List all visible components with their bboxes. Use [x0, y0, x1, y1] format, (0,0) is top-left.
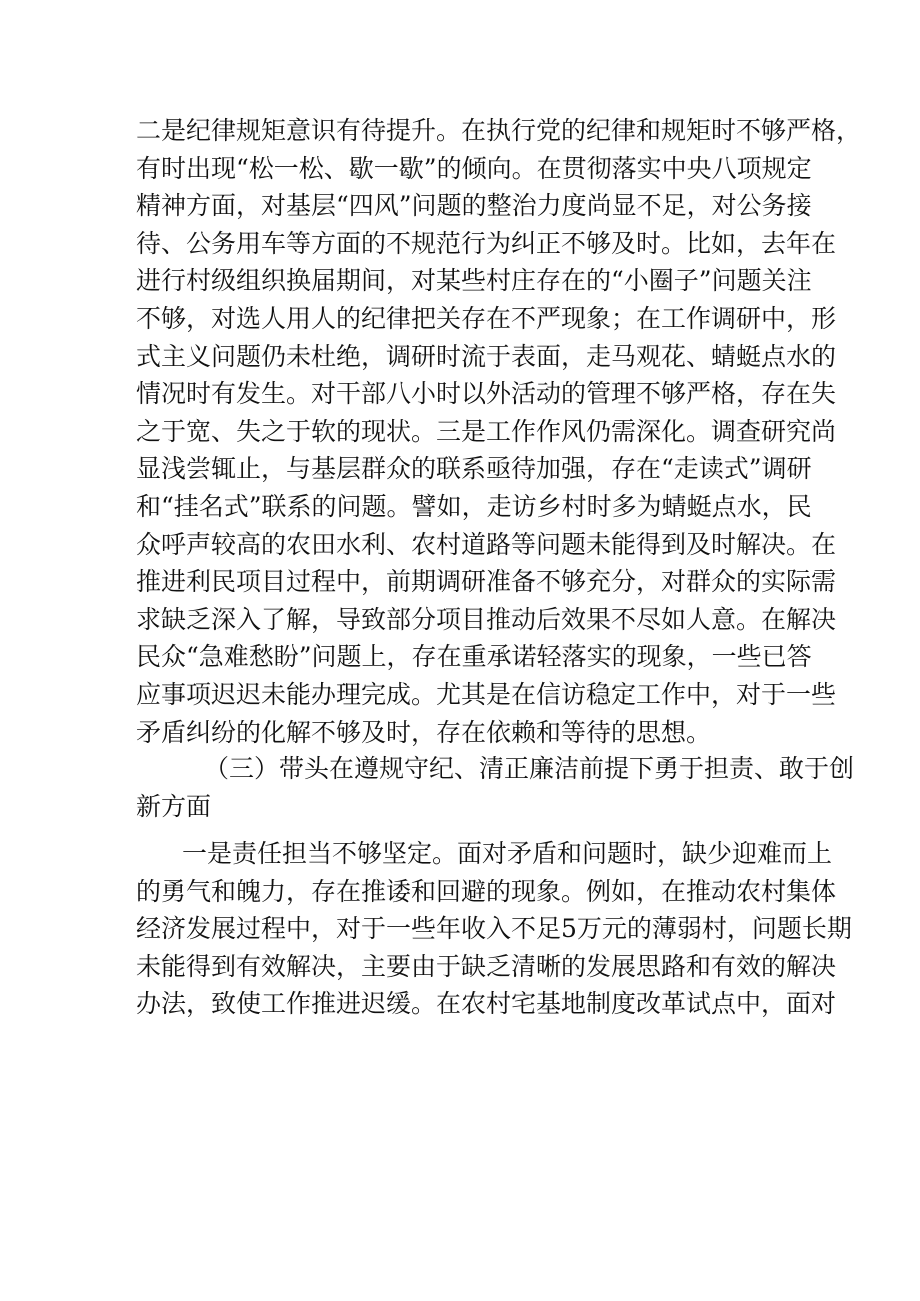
text-line: 矛盾纠纷的化解不够及时，存在依赖和等待的思想。	[136, 717, 712, 747]
text-line: 一是责任担当不够坚定。面对矛盾和问题时，缺少迎难而上	[182, 839, 833, 868]
section-heading-3	[136, 750, 855, 825]
text-line: 求缺乏深入了解，导致部分项目推动后效果不尽如人意。在解决	[136, 604, 837, 634]
paragraph-discipline-and-style	[136, 112, 862, 751]
text-line: 经济发展过程中，对于一些年收入不足5万元的薄弱村，问题长期	[136, 914, 852, 944]
text-line: 二是纪律规矩意识有待提升。在执行党的纪律和规矩时不够严格，	[136, 116, 862, 145]
text-line: 的勇气和魄力，存在推诿和回避的现象。例如，在推动农村集体	[136, 876, 837, 906]
paragraph-responsibility	[136, 835, 852, 1023]
text-line: 显浅尝辄止，与基层群众的联系亟待加强，存在“走读式”调研	[136, 454, 812, 484]
text-line: 待、公务用车等方面的不规范行为纠正不够及时。比如，去年在	[136, 228, 837, 258]
text-line: 众呼声较高的农田水利、农村道路等问题未能得到及时解决。在	[136, 529, 837, 559]
text-line: 精神方面，对基层“四风”问题的整治力度尚显不足，对公务接	[136, 191, 812, 221]
heading-line: （三）带头在遵规守纪、清正廉洁前提下勇于担责、敢于创	[204, 754, 855, 783]
text-line: 和“挂名式”联系的问题。譬如，走访乡村时多为蜻蜓点水，民	[136, 491, 812, 521]
text-line: 推进利民项目过程中，前期调研准备不够充分，对群众的实际需	[136, 567, 837, 597]
text-line: 进行村级组织换届期间，对某些村庄存在的“小圈子”问题关注	[136, 266, 812, 296]
text-line: 办法，致使工作推进迟缓。在农村宅基地制度改革试点中，面对	[136, 989, 837, 1019]
text-line: 情况时有发生。对干部八小时以外活动的管理不够严格，存在失	[136, 379, 837, 409]
text-line: 应事项迟迟未能办理完成。尤其是在信访稳定工作中，对于一些	[136, 679, 837, 709]
text-line: 之于宽、失之于软的现状。三是工作作风仍需深化。调查研究尚	[136, 416, 837, 446]
text-line: 未能得到有效解决，主要由于缺乏清晰的发展思路和有效的解决	[136, 951, 837, 981]
text-line: 式主义问题仍未杜绝，调研时流于表面，走马观花、蜻蜓点水的	[136, 341, 837, 371]
heading-line: 新方面	[136, 791, 212, 821]
text-line: 有时出现“松一松、歇一歇”的倾向。在贯彻落实中央八项规定	[136, 153, 812, 183]
text-line: 民众“急难愁盼”问题上，存在重承诺轻落实的现象，一些已答	[136, 642, 812, 672]
text-line: 不够，对选人用人的纪律把关存在不严现象；在工作调研中，形	[136, 303, 837, 333]
